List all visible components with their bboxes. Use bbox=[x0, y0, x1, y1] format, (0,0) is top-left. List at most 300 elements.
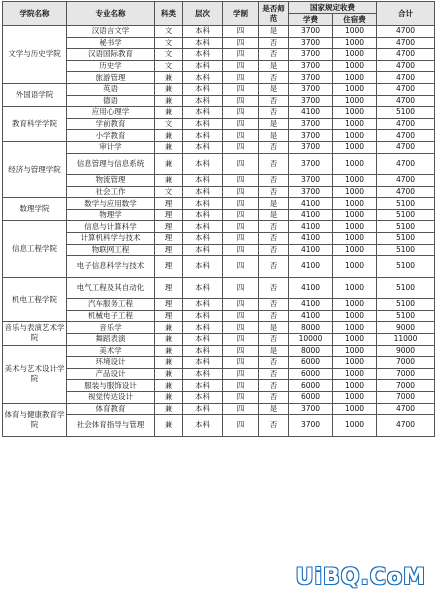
header-total: 合计 bbox=[377, 2, 435, 26]
watermark-logo: UiBQ.CoM bbox=[295, 565, 426, 590]
level-cell: 本科 bbox=[183, 153, 223, 175]
category-cell: 兼 bbox=[155, 107, 183, 119]
header-level: 层次 bbox=[183, 2, 223, 26]
total-cell: 7000 bbox=[377, 368, 435, 380]
category-cell: 兼 bbox=[155, 322, 183, 334]
major-cell: 英语 bbox=[67, 83, 155, 95]
major-cell: 小学教育 bbox=[67, 130, 155, 142]
tuition-cell: 3700 bbox=[289, 130, 333, 142]
level-cell: 本科 bbox=[183, 233, 223, 245]
college-name-cell: 音乐与表演艺术学院 bbox=[3, 322, 67, 345]
major-cell: 环境设计 bbox=[67, 357, 155, 369]
header-tuition: 学费 bbox=[289, 14, 333, 26]
tuition-cell: 6000 bbox=[289, 357, 333, 369]
level-cell: 本科 bbox=[183, 403, 223, 415]
lodging-cell: 1000 bbox=[333, 37, 377, 49]
normal-cell: 是 bbox=[259, 130, 289, 142]
major-cell: 秘书学 bbox=[67, 37, 155, 49]
level-cell: 本科 bbox=[183, 333, 223, 345]
category-cell: 兼 bbox=[155, 357, 183, 369]
header-major: 专业名称 bbox=[67, 2, 155, 26]
duration-cell: 四 bbox=[223, 221, 259, 233]
tuition-cell: 3700 bbox=[289, 118, 333, 130]
table-row bbox=[3, 118, 435, 130]
major-cell: 汽车服务工程 bbox=[67, 299, 155, 311]
normal-cell: 是 bbox=[259, 60, 289, 72]
tuition-cell: 10000 bbox=[289, 333, 333, 345]
level-cell: 本科 bbox=[183, 415, 223, 437]
tuition-cell: 3700 bbox=[289, 72, 333, 84]
lodging-cell: 1000 bbox=[333, 299, 377, 311]
duration-cell: 四 bbox=[223, 153, 259, 175]
table-row bbox=[3, 26, 435, 38]
table-row bbox=[3, 60, 435, 72]
normal-cell: 否 bbox=[259, 391, 289, 403]
level-cell: 本科 bbox=[183, 130, 223, 142]
duration-cell: 四 bbox=[223, 357, 259, 369]
normal-cell: 否 bbox=[259, 37, 289, 49]
table-row bbox=[3, 233, 435, 245]
table-row bbox=[3, 391, 435, 403]
major-cell: 德语 bbox=[67, 95, 155, 107]
category-cell: 兼 bbox=[155, 153, 183, 175]
duration-cell: 四 bbox=[223, 333, 259, 345]
level-cell: 本科 bbox=[183, 60, 223, 72]
table-row bbox=[3, 83, 435, 95]
tuition-cell: 4100 bbox=[289, 299, 333, 311]
total-cell: 9000 bbox=[377, 322, 435, 334]
duration-cell: 四 bbox=[223, 322, 259, 334]
lodging-cell: 1000 bbox=[333, 415, 377, 437]
duration-cell: 四 bbox=[223, 118, 259, 130]
major-cell: 汉语国际教育 bbox=[67, 49, 155, 61]
college-name-cell: 文学与历史学院 bbox=[3, 26, 67, 84]
lodging-cell: 1000 bbox=[333, 83, 377, 95]
normal-cell: 否 bbox=[259, 299, 289, 311]
duration-cell: 四 bbox=[223, 198, 259, 210]
duration-cell: 四 bbox=[223, 186, 259, 198]
table-row bbox=[3, 256, 435, 278]
lodging-cell: 1000 bbox=[333, 198, 377, 210]
duration-cell: 四 bbox=[223, 277, 259, 299]
lodging-cell: 1000 bbox=[333, 322, 377, 334]
table-row bbox=[3, 209, 435, 221]
tuition-cell: 6000 bbox=[289, 368, 333, 380]
normal-cell: 是 bbox=[259, 26, 289, 38]
tuition-cell: 4100 bbox=[289, 277, 333, 299]
normal-cell: 否 bbox=[259, 153, 289, 175]
header-fee-group: 国家规定收费 bbox=[289, 2, 377, 14]
tuition-cell: 4100 bbox=[289, 107, 333, 119]
level-cell: 本科 bbox=[183, 141, 223, 153]
tuition-cell: 3700 bbox=[289, 175, 333, 187]
duration-cell: 四 bbox=[223, 60, 259, 72]
table-row bbox=[3, 153, 435, 175]
lodging-cell: 1000 bbox=[333, 49, 377, 61]
level-cell: 本科 bbox=[183, 244, 223, 256]
lodging-cell: 1000 bbox=[333, 380, 377, 392]
level-cell: 本科 bbox=[183, 37, 223, 49]
table-row bbox=[3, 333, 435, 345]
duration-cell: 四 bbox=[223, 233, 259, 245]
lodging-cell: 1000 bbox=[333, 60, 377, 72]
level-cell: 本科 bbox=[183, 277, 223, 299]
table-row bbox=[3, 368, 435, 380]
level-cell: 本科 bbox=[183, 380, 223, 392]
level-cell: 本科 bbox=[183, 72, 223, 84]
normal-cell: 是 bbox=[259, 209, 289, 221]
lodging-cell: 1000 bbox=[333, 368, 377, 380]
normal-cell: 否 bbox=[259, 95, 289, 107]
duration-cell: 四 bbox=[223, 415, 259, 437]
total-cell: 4700 bbox=[377, 60, 435, 72]
total-cell: 4700 bbox=[377, 153, 435, 175]
duration-cell: 四 bbox=[223, 72, 259, 84]
normal-cell: 是 bbox=[259, 403, 289, 415]
total-cell: 4700 bbox=[377, 186, 435, 198]
tuition-cell: 4100 bbox=[289, 209, 333, 221]
level-cell: 本科 bbox=[183, 49, 223, 61]
category-cell: 文 bbox=[155, 60, 183, 72]
level-cell: 本科 bbox=[183, 221, 223, 233]
table-row bbox=[3, 198, 435, 210]
tuition-cell: 8000 bbox=[289, 322, 333, 334]
major-cell: 应用心理学 bbox=[67, 107, 155, 119]
fee-table-body bbox=[3, 26, 435, 437]
major-cell: 信息管理与信息系统 bbox=[67, 153, 155, 175]
normal-cell: 否 bbox=[259, 175, 289, 187]
table-row bbox=[3, 95, 435, 107]
tuition-cell: 3700 bbox=[289, 26, 333, 38]
major-cell: 舞蹈表演 bbox=[67, 333, 155, 345]
table-row bbox=[3, 244, 435, 256]
table-row bbox=[3, 141, 435, 153]
lodging-cell: 1000 bbox=[333, 209, 377, 221]
category-cell: 兼 bbox=[155, 72, 183, 84]
level-cell: 本科 bbox=[183, 83, 223, 95]
category-cell: 兼 bbox=[155, 83, 183, 95]
major-cell: 服装与服饰设计 bbox=[67, 380, 155, 392]
total-cell: 4700 bbox=[377, 72, 435, 84]
major-cell: 数学与应用数学 bbox=[67, 198, 155, 210]
normal-cell: 是 bbox=[259, 322, 289, 334]
table-row bbox=[3, 72, 435, 84]
major-cell: 计算机科学与技术 bbox=[67, 233, 155, 245]
total-cell: 5100 bbox=[377, 107, 435, 119]
normal-cell: 否 bbox=[259, 256, 289, 278]
tuition-cell: 3700 bbox=[289, 83, 333, 95]
total-cell: 7000 bbox=[377, 380, 435, 392]
major-cell: 电子信息科学与技术 bbox=[67, 256, 155, 278]
duration-cell: 四 bbox=[223, 256, 259, 278]
normal-cell: 是 bbox=[259, 198, 289, 210]
college-name-cell: 机电工程学院 bbox=[3, 277, 67, 322]
total-cell: 5100 bbox=[377, 277, 435, 299]
total-cell: 4700 bbox=[377, 415, 435, 437]
category-cell: 兼 bbox=[155, 130, 183, 142]
major-cell: 社会工作 bbox=[67, 186, 155, 198]
level-cell: 本科 bbox=[183, 107, 223, 119]
total-cell: 4700 bbox=[377, 83, 435, 95]
category-cell: 文 bbox=[155, 186, 183, 198]
lodging-cell: 1000 bbox=[333, 153, 377, 175]
normal-cell: 否 bbox=[259, 186, 289, 198]
lodging-cell: 1000 bbox=[333, 310, 377, 322]
total-cell: 5100 bbox=[377, 198, 435, 210]
level-cell: 本科 bbox=[183, 368, 223, 380]
duration-cell: 四 bbox=[223, 391, 259, 403]
category-cell: 文 bbox=[155, 49, 183, 61]
table-row bbox=[3, 49, 435, 61]
duration-cell: 四 bbox=[223, 209, 259, 221]
total-cell: 4700 bbox=[377, 26, 435, 38]
table-row bbox=[3, 186, 435, 198]
level-cell: 本科 bbox=[183, 198, 223, 210]
normal-cell: 否 bbox=[259, 141, 289, 153]
total-cell: 5100 bbox=[377, 256, 435, 278]
normal-cell: 否 bbox=[259, 310, 289, 322]
duration-cell: 四 bbox=[223, 37, 259, 49]
total-cell: 5100 bbox=[377, 299, 435, 311]
header-lodging: 住宿费 bbox=[333, 14, 377, 26]
category-cell: 理 bbox=[155, 277, 183, 299]
tuition-cell: 3700 bbox=[289, 95, 333, 107]
duration-cell: 四 bbox=[223, 244, 259, 256]
duration-cell: 四 bbox=[223, 345, 259, 357]
table-row bbox=[3, 322, 435, 334]
category-cell: 理 bbox=[155, 198, 183, 210]
table-row bbox=[3, 221, 435, 233]
lodging-cell: 1000 bbox=[333, 95, 377, 107]
lodging-cell: 1000 bbox=[333, 221, 377, 233]
major-cell: 美术学 bbox=[67, 345, 155, 357]
table-row bbox=[3, 107, 435, 119]
normal-cell: 是 bbox=[259, 118, 289, 130]
normal-cell: 否 bbox=[259, 277, 289, 299]
tuition-cell: 3700 bbox=[289, 415, 333, 437]
normal-cell: 否 bbox=[259, 221, 289, 233]
lodging-cell: 1000 bbox=[333, 345, 377, 357]
lodging-cell: 1000 bbox=[333, 118, 377, 130]
duration-cell: 四 bbox=[223, 49, 259, 61]
major-cell: 审计学 bbox=[67, 141, 155, 153]
tuition-cell: 3700 bbox=[289, 60, 333, 72]
college-name-cell: 数理学院 bbox=[3, 198, 67, 221]
category-cell: 理 bbox=[155, 310, 183, 322]
duration-cell: 四 bbox=[223, 141, 259, 153]
category-cell: 文 bbox=[155, 118, 183, 130]
category-cell: 兼 bbox=[155, 368, 183, 380]
level-cell: 本科 bbox=[183, 322, 223, 334]
tuition-cell: 4100 bbox=[289, 244, 333, 256]
table-row bbox=[3, 310, 435, 322]
duration-cell: 四 bbox=[223, 380, 259, 392]
major-cell: 电气工程及其自动化 bbox=[67, 277, 155, 299]
category-cell: 理 bbox=[155, 299, 183, 311]
header-normal: 是否师范 bbox=[259, 2, 289, 26]
header-category: 科类 bbox=[155, 2, 183, 26]
tuition-cell: 4100 bbox=[289, 198, 333, 210]
normal-cell: 否 bbox=[259, 244, 289, 256]
category-cell: 兼 bbox=[155, 175, 183, 187]
lodging-cell: 1000 bbox=[333, 357, 377, 369]
level-cell: 本科 bbox=[183, 299, 223, 311]
major-cell: 历史学 bbox=[67, 60, 155, 72]
total-cell: 9000 bbox=[377, 345, 435, 357]
lodging-cell: 1000 bbox=[333, 175, 377, 187]
total-cell: 4700 bbox=[377, 141, 435, 153]
total-cell: 4700 bbox=[377, 95, 435, 107]
major-cell: 物理学 bbox=[67, 209, 155, 221]
major-cell: 汉语言文学 bbox=[67, 26, 155, 38]
tuition-cell: 4100 bbox=[289, 256, 333, 278]
duration-cell: 四 bbox=[223, 310, 259, 322]
total-cell: 11000 bbox=[377, 333, 435, 345]
lodging-cell: 1000 bbox=[333, 130, 377, 142]
lodging-cell: 1000 bbox=[333, 233, 377, 245]
lodging-cell: 1000 bbox=[333, 72, 377, 84]
tuition-cell: 3700 bbox=[289, 403, 333, 415]
major-cell: 体育教育 bbox=[67, 403, 155, 415]
level-cell: 本科 bbox=[183, 310, 223, 322]
total-cell: 4700 bbox=[377, 130, 435, 142]
tuition-cell: 3700 bbox=[289, 141, 333, 153]
duration-cell: 四 bbox=[223, 130, 259, 142]
table-row bbox=[3, 380, 435, 392]
total-cell: 4700 bbox=[377, 37, 435, 49]
category-cell: 文 bbox=[155, 37, 183, 49]
level-cell: 本科 bbox=[183, 186, 223, 198]
normal-cell: 否 bbox=[259, 380, 289, 392]
duration-cell: 四 bbox=[223, 26, 259, 38]
total-cell: 4700 bbox=[377, 118, 435, 130]
college-name-cell: 经济与管理学院 bbox=[3, 141, 67, 197]
category-cell: 兼 bbox=[155, 141, 183, 153]
table-row bbox=[3, 277, 435, 299]
category-cell: 兼 bbox=[155, 415, 183, 437]
table-row bbox=[3, 357, 435, 369]
normal-cell: 否 bbox=[259, 415, 289, 437]
normal-cell: 否 bbox=[259, 72, 289, 84]
header-college: 学院名称 bbox=[3, 2, 67, 26]
category-cell: 兼 bbox=[155, 345, 183, 357]
total-cell: 4700 bbox=[377, 49, 435, 61]
level-cell: 本科 bbox=[183, 345, 223, 357]
normal-cell: 否 bbox=[259, 49, 289, 61]
tuition-cell: 8000 bbox=[289, 345, 333, 357]
lodging-cell: 1000 bbox=[333, 141, 377, 153]
major-cell: 旅游管理 bbox=[67, 72, 155, 84]
major-cell: 机械电子工程 bbox=[67, 310, 155, 322]
total-cell: 5100 bbox=[377, 310, 435, 322]
lodging-cell: 1000 bbox=[333, 391, 377, 403]
header-duration: 学制 bbox=[223, 2, 259, 26]
lodging-cell: 1000 bbox=[333, 26, 377, 38]
category-cell: 理 bbox=[155, 244, 183, 256]
table-row bbox=[3, 403, 435, 415]
total-cell: 7000 bbox=[377, 391, 435, 403]
tuition-cell: 3700 bbox=[289, 49, 333, 61]
level-cell: 本科 bbox=[183, 256, 223, 278]
table-row bbox=[3, 345, 435, 357]
level-cell: 本科 bbox=[183, 26, 223, 38]
total-cell: 5100 bbox=[377, 209, 435, 221]
major-cell: 学前教育 bbox=[67, 118, 155, 130]
college-name-cell: 外国语学院 bbox=[3, 83, 67, 106]
duration-cell: 四 bbox=[223, 368, 259, 380]
tuition-cell: 6000 bbox=[289, 391, 333, 403]
total-cell: 5100 bbox=[377, 233, 435, 245]
table-row bbox=[3, 130, 435, 142]
total-cell: 5100 bbox=[377, 221, 435, 233]
college-name-cell: 美术与艺术设计学院 bbox=[3, 345, 67, 403]
duration-cell: 四 bbox=[223, 83, 259, 95]
tuition-cell: 3700 bbox=[289, 153, 333, 175]
college-name-cell: 体育与健康教育学院 bbox=[3, 403, 67, 436]
lodging-cell: 1000 bbox=[333, 186, 377, 198]
category-cell: 兼 bbox=[155, 95, 183, 107]
normal-cell: 否 bbox=[259, 107, 289, 119]
normal-cell: 是 bbox=[259, 345, 289, 357]
duration-cell: 四 bbox=[223, 107, 259, 119]
category-cell: 兼 bbox=[155, 391, 183, 403]
lodging-cell: 1000 bbox=[333, 277, 377, 299]
college-name-cell: 信息工程学院 bbox=[3, 221, 67, 277]
tuition-cell: 4100 bbox=[289, 233, 333, 245]
table-row bbox=[3, 299, 435, 311]
major-cell: 物流管理 bbox=[67, 175, 155, 187]
lodging-cell: 1000 bbox=[333, 256, 377, 278]
lodging-cell: 1000 bbox=[333, 244, 377, 256]
duration-cell: 四 bbox=[223, 299, 259, 311]
major-cell: 视觉传达设计 bbox=[67, 391, 155, 403]
lodging-cell: 1000 bbox=[333, 333, 377, 345]
major-cell: 社会体育指导与管理 bbox=[67, 415, 155, 437]
major-cell: 信息与计算科学 bbox=[67, 221, 155, 233]
normal-cell: 否 bbox=[259, 357, 289, 369]
major-cell: 物联网工程 bbox=[67, 244, 155, 256]
level-cell: 本科 bbox=[183, 95, 223, 107]
tuition-cell: 4100 bbox=[289, 310, 333, 322]
normal-cell: 否 bbox=[259, 333, 289, 345]
category-cell: 兼 bbox=[155, 380, 183, 392]
major-cell: 产品设计 bbox=[67, 368, 155, 380]
category-cell: 理 bbox=[155, 233, 183, 245]
total-cell: 4700 bbox=[377, 175, 435, 187]
tuition-cell: 4100 bbox=[289, 221, 333, 233]
normal-cell: 否 bbox=[259, 368, 289, 380]
category-cell: 兼 bbox=[155, 403, 183, 415]
duration-cell: 四 bbox=[223, 175, 259, 187]
lodging-cell: 1000 bbox=[333, 107, 377, 119]
duration-cell: 四 bbox=[223, 95, 259, 107]
tuition-cell: 3700 bbox=[289, 37, 333, 49]
normal-cell: 否 bbox=[259, 233, 289, 245]
level-cell: 本科 bbox=[183, 175, 223, 187]
level-cell: 本科 bbox=[183, 391, 223, 403]
total-cell: 4700 bbox=[377, 403, 435, 415]
table-row bbox=[3, 175, 435, 187]
duration-cell: 四 bbox=[223, 403, 259, 415]
category-cell: 理 bbox=[155, 221, 183, 233]
table-row bbox=[3, 37, 435, 49]
major-cell: 音乐学 bbox=[67, 322, 155, 334]
fee-table bbox=[2, 1, 435, 437]
tuition-cell: 3700 bbox=[289, 186, 333, 198]
normal-cell: 是 bbox=[259, 83, 289, 95]
level-cell: 本科 bbox=[183, 118, 223, 130]
level-cell: 本科 bbox=[183, 209, 223, 221]
